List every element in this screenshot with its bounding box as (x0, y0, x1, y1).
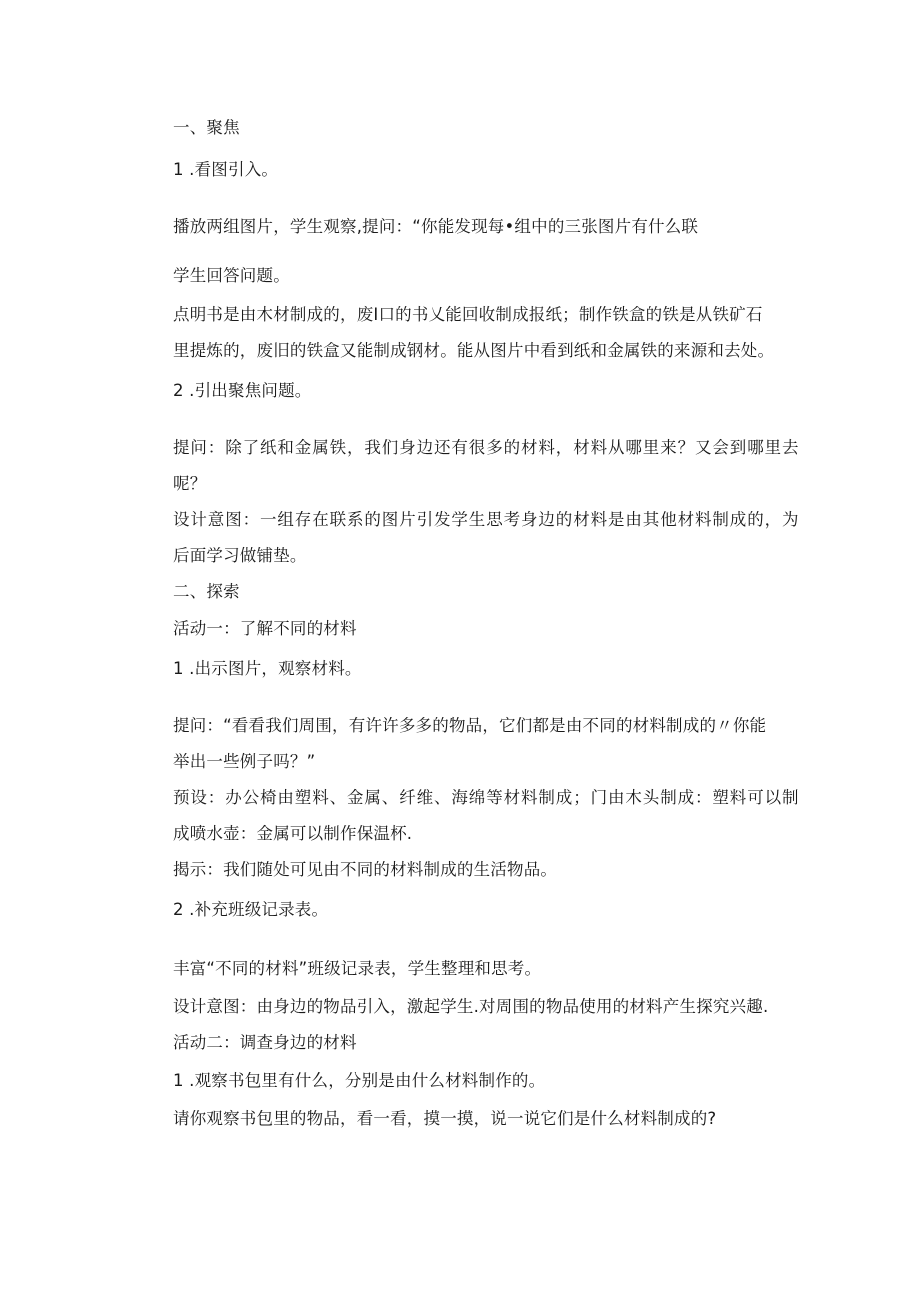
paragraph-line: 设计意图：由身边的物品引入，激起学生.对周围的物品使用的材料产生探究兴趣. (173, 997, 769, 1016)
paragraph-line: 丰富“不同的材料”班级记录表，学生整理和思考。 (173, 959, 542, 978)
paragraph-line: 呢？ (173, 474, 207, 493)
paragraph-line: 后面学习做铺垫。 (173, 546, 307, 565)
section-heading: 一、聚焦 (173, 118, 240, 137)
paragraph-line: 揭示：我们随处可见由不同的材料制成的生活物品。 (173, 860, 558, 879)
activity-heading: 活动一：了解不同的材料 (173, 619, 357, 638)
paragraph-line: 请你观察书包里的物品，看一看，摸一摸，说一说它们是什么材料制成的? (173, 1109, 717, 1128)
paragraph-line: 提问：除了纸和金属铁，我们身边还有很多的材料，材料从哪里来？又会到哪里去 (173, 438, 800, 457)
paragraph-line: 点明书是由木材制成的，废I口的书乂能回收制成报纸；制作铁盒的铁是从铁矿石 (173, 305, 763, 324)
paragraph-line: 提问：“看看我们周围，有许许多多的物品，它们都是由不同的材料制成的〃你能 (173, 716, 767, 735)
step-heading: 2 .引出聚焦问题。 (173, 381, 312, 400)
step-heading: 2 .补充班级记录表。 (173, 900, 329, 919)
step-heading: 1 .出示图片，观察材料。 (173, 659, 362, 678)
paragraph-line: 里提炼的，废旧的铁盒又能制成钢材。能从图片中看到纸和金属铁的来源和去处。 (173, 341, 775, 360)
step-heading: 1 .观察书包里有什么，分别是由什么材料制作的。 (173, 1071, 546, 1090)
paragraph-line: 举出一些例子吗？” (173, 752, 316, 771)
paragraph-line: 播放两组图片，学生观察,提问：“你能发现每•组中的三张图片有什么联 (173, 217, 699, 236)
section-heading: 二、探索 (173, 582, 240, 601)
activity-heading: 活动二：调查身边的材料 (173, 1033, 357, 1052)
paragraph-line: 成喷水壶：金属可以制作保温杯. (173, 824, 413, 843)
paragraph-line: 设计意图：一组存在联系的图片引发学生思考身边的材料是由其他材料制成的，为 (173, 510, 800, 529)
paragraph-line: 学生回答问题。 (173, 266, 290, 285)
step-heading: 1 .看图引入。 (173, 160, 279, 179)
paragraph-line: 预设：办公椅由塑料、金属、纤维、海绵等材料制成；门由木头制成：塑料可以制 (173, 788, 800, 807)
